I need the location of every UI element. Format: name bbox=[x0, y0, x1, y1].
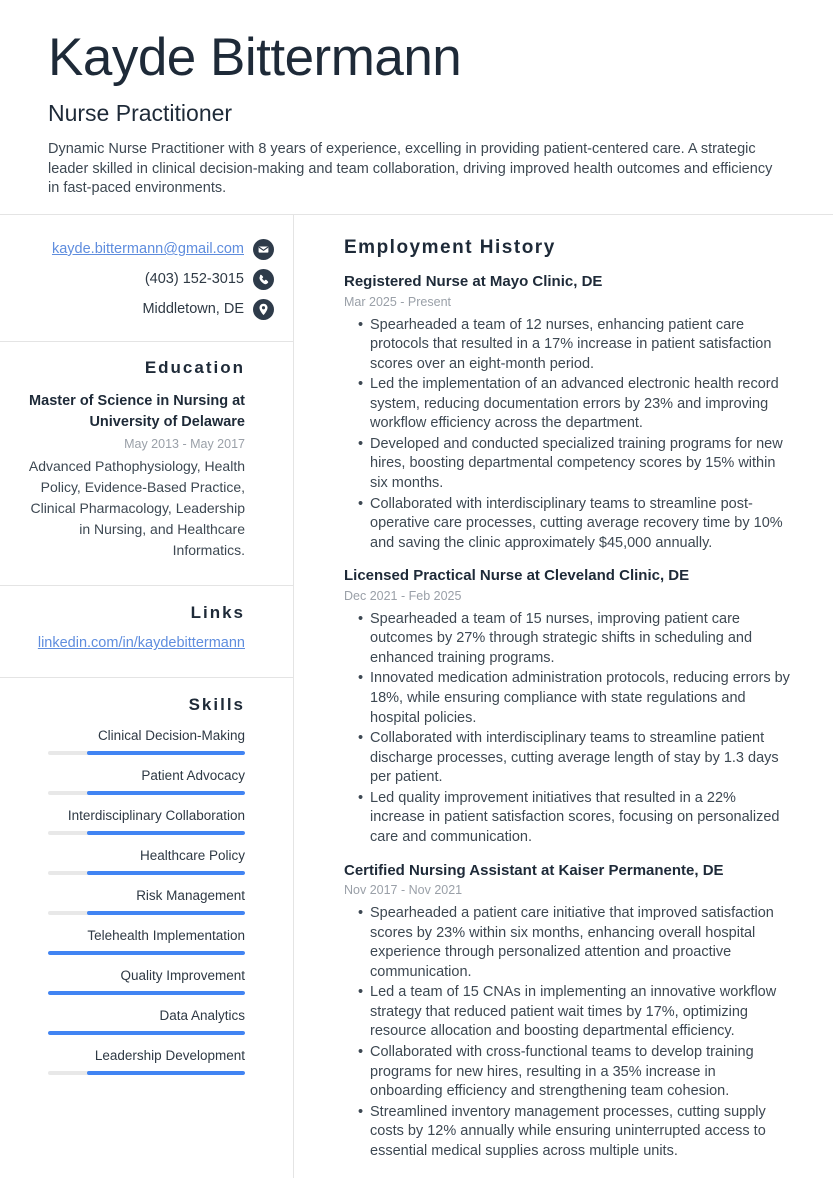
skill-item bbox=[48, 768, 245, 795]
job-bullet-list bbox=[344, 904, 790, 1161]
profile-summary: Dynamic Nurse Practitioner with 8 years of experience, excelling in providing patient-centered care. A strategic leader skilled in clinical decision-making and team collaboration, driving improved health outcomes and efficiency in fast-paced environments. bbox=[48, 141, 773, 196]
skill-label: Interdisciplinary Collaboration bbox=[67, 808, 245, 824]
links-section bbox=[0, 586, 293, 678]
job-bullet: • Innovated medication administration protocols, reducing errors by 18%, while ensuring compliance with state regulations and hospital policies. bbox=[358, 669, 790, 728]
job-bullet: • Led quality improvement initiatives that resulted in a 22% increase in patient satisfaction scores, focusing on personalized care and communication. bbox=[358, 789, 790, 848]
job-title: Certified Nursing Assistant at Kaiser Permanente, DE bbox=[344, 861, 724, 879]
candidate-name: Kayde Bittermann bbox=[48, 28, 462, 87]
job-bullet: • Collaborated with cross-functional teams to develop training programs for new hires, resulting in a 35% increase in onboarding efficiency and strengthening team cohesion. bbox=[358, 1043, 790, 1102]
skill-label: Clinical Decision-Making bbox=[97, 728, 245, 744]
skill-bar-fill bbox=[48, 951, 245, 955]
job-bullet: • Led the implementation of an advanced electronic health record system, reducing documentation errors by 23% and improving workflow efficiency across the department. bbox=[358, 375, 790, 434]
job-bullet: • Collaborated with interdisciplinary teams to streamline post-operative care processes, cutting average recovery time by 10% and saving the clinic approximately $45,000 annually. bbox=[358, 495, 790, 554]
skill-item bbox=[48, 1048, 245, 1075]
job-title: Registered Nurse at Mayo Clinic, DE bbox=[344, 273, 603, 290]
skill-label: Data Analytics bbox=[159, 1008, 245, 1024]
skill-bar-track bbox=[48, 791, 245, 795]
email-icon bbox=[253, 239, 274, 260]
job-bullet: • Led a team of 15 CNAs in implementing an innovative workflow strategy that reduced patient wait times by 17%, optimizing resource allocation and boosting departmental efficiency. bbox=[358, 983, 790, 1042]
skill-bar-fill bbox=[87, 831, 245, 835]
education-description: Advanced Pathophysiology, Health Policy, Evidence-Based Practice, Clinical Pharmacology, Leadership in Nursing, and Healthcare Informatics. bbox=[28, 458, 245, 559]
skill-bar-fill bbox=[87, 911, 245, 915]
sidebar bbox=[0, 215, 294, 1178]
skill-label: Telehealth Implementation bbox=[87, 928, 245, 944]
phone-icon bbox=[253, 269, 274, 290]
job-bullet: • Collaborated with interdisciplinary teams to streamline patient discharge processes, cutting average length of stay by 1.3 days per patient. bbox=[358, 729, 790, 788]
skill-bar-track bbox=[48, 831, 245, 835]
skill-item bbox=[48, 968, 245, 995]
job-dates: Mar 2025 - Present bbox=[344, 294, 451, 309]
location-text: Middletown, DE bbox=[142, 301, 244, 317]
skill-bar-track bbox=[48, 951, 245, 955]
candidate-title: Nurse Practitioner bbox=[48, 100, 233, 127]
links-heading: Links bbox=[190, 603, 245, 623]
skill-label: Risk Management bbox=[136, 888, 245, 904]
skill-bar-fill bbox=[87, 871, 245, 875]
skill-bar-track bbox=[48, 751, 245, 755]
education-heading: Education bbox=[144, 358, 245, 377]
skill-label: Leadership Development bbox=[94, 1048, 245, 1064]
skill-item bbox=[48, 728, 245, 755]
skill-item bbox=[48, 808, 245, 835]
skill-label: Patient Advocacy bbox=[141, 768, 245, 784]
contact-location-row bbox=[20, 294, 274, 324]
skill-label: Quality Improvement bbox=[120, 968, 245, 984]
job-bullet: • Spearheaded a team of 15 nurses, improving patient care outcomes by 27% through strategic shifts in scheduling and enhanced training programs. bbox=[358, 610, 790, 669]
resume-header bbox=[0, 0, 833, 215]
location-icon bbox=[253, 299, 274, 320]
skill-bar-track bbox=[48, 991, 245, 995]
skill-item bbox=[48, 888, 245, 915]
job-dates: Nov 2017 - Nov 2021 bbox=[344, 883, 463, 897]
skills-section bbox=[0, 678, 293, 1085]
education-dates: May 2013 - May 2017 bbox=[124, 437, 245, 452]
job-bullet: • Developed and conducted specialized training programs for new hires, boosting departmental competency scores by 15% within six months. bbox=[358, 435, 790, 494]
skill-bar-fill bbox=[87, 791, 245, 795]
skill-bar-track bbox=[48, 1071, 245, 1075]
employment-history-heading: Employment History bbox=[344, 237, 556, 258]
phone-number: (403) 152-3015 bbox=[144, 271, 244, 287]
job-title: Licensed Practical Nurse at Cleveland Clinic, DE bbox=[344, 567, 690, 585]
skill-item bbox=[48, 848, 245, 875]
email-link[interactable]: kayde.bittermann@gmail.com bbox=[51, 241, 244, 257]
skill-bar-fill bbox=[87, 1071, 245, 1075]
employment-history-section bbox=[294, 215, 833, 1178]
job-bullet: • Spearheaded a patient care initiative that improved satisfaction scores by 23% within six months, enhancing overall hospital experience through personalized attention and proactive communication. bbox=[358, 904, 790, 982]
skill-bar-fill bbox=[48, 991, 245, 995]
contact-section bbox=[0, 215, 293, 342]
skill-label: Healthcare Policy bbox=[139, 848, 245, 864]
job-entry bbox=[344, 566, 790, 847]
skill-bar-track bbox=[48, 1031, 245, 1035]
skill-bar-track bbox=[48, 911, 245, 915]
education-section bbox=[0, 342, 293, 586]
skill-bar-fill bbox=[48, 1031, 245, 1035]
linkedin-link[interactable]: linkedin.com/in/kaydebittermann bbox=[37, 635, 245, 652]
skill-bar-track bbox=[48, 871, 245, 875]
contact-phone-row bbox=[20, 264, 274, 294]
contact-email-row bbox=[20, 234, 274, 264]
resume-body bbox=[0, 215, 833, 1178]
skill-item bbox=[48, 1008, 245, 1035]
job-entry bbox=[344, 861, 790, 1162]
job-bullet: • Spearheaded a team of 12 nurses, enhancing patient care protocols that resulted in a 17% increase in patient satisfaction scores over an eight-month period. bbox=[358, 316, 790, 375]
job-bullet: • Streamlined inventory management processes, cutting supply costs by 12% annually while ensuring uninterrupted access to essential medical supplies across multiple units. bbox=[358, 1103, 790, 1162]
skill-bar-fill bbox=[87, 751, 245, 755]
job-bullet-list bbox=[344, 316, 790, 554]
job-entry bbox=[344, 272, 790, 553]
skill-item bbox=[48, 928, 245, 955]
job-dates: Dec 2021 - Feb 2025 bbox=[344, 588, 462, 603]
education-degree: Master of Science in Nursing at University of Delaware bbox=[29, 393, 245, 431]
skills-heading: Skills bbox=[188, 695, 245, 715]
job-bullet-list bbox=[344, 610, 790, 848]
